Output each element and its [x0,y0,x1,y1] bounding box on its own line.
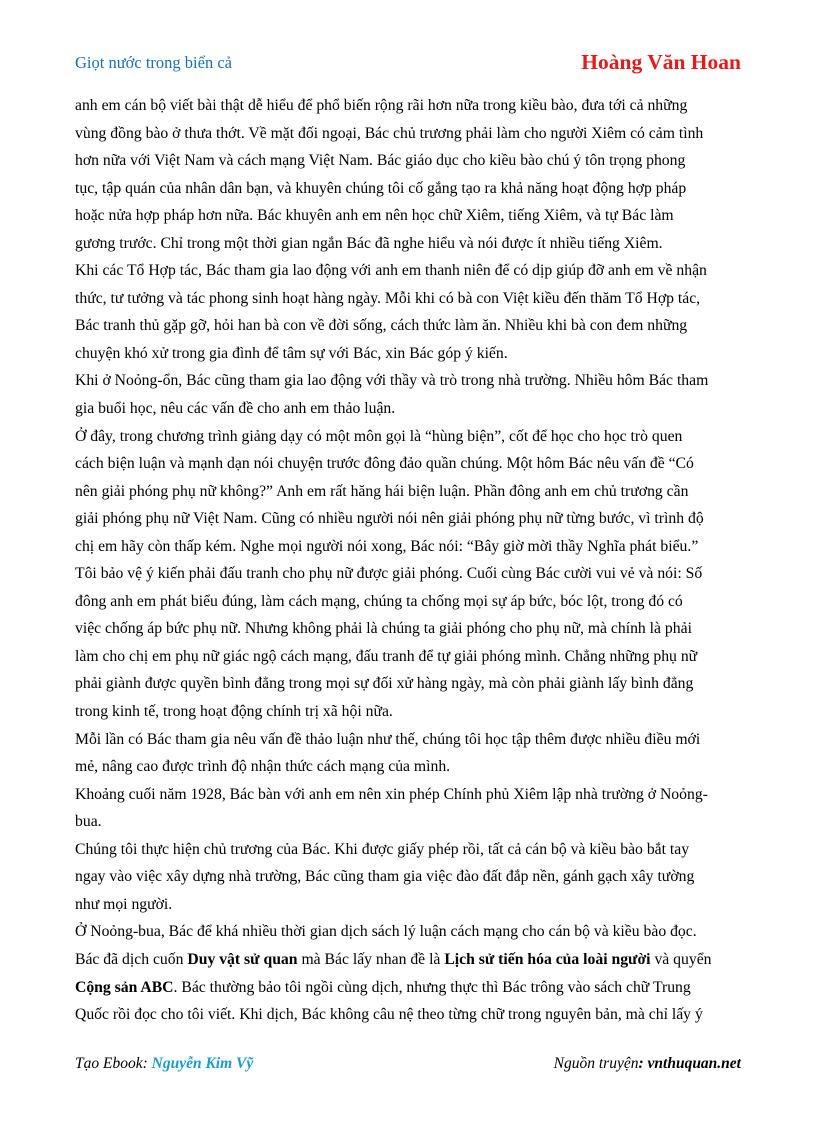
source-label: Nguồn truyện [553,1055,639,1072]
text-line: trong kinh tế, trong hoạt động chính trị xã hội nữa. [75,703,393,721]
text-line: chị em hãy còn thấp kém. Nghe mọi người nói xong, Bác nói: “Bây giờ mời thầy Nghĩa phát biểu.” [75,537,699,555]
text-line: anh em cán bộ viết bài thật dễ hiểu để phổ biến rộng rãi hơn nữa trong kiều bào, đưa tới cả những [75,97,688,114]
text-line: chuyện khó xử trong gia đình để tâm sự với Bác, xin Bác góp ý kiến. [75,344,508,362]
text-line: vùng đồng bào ở thưa thớt. Về mặt đối ngoại, Bác chủ trương phải làm cho người Xiêm có cảm tình [75,124,704,142]
text-line: gia buổi học, nêu các vấn đề cho anh em thảo luận. [75,400,396,418]
text-line: bua. [75,813,102,831]
text-line: Khi ở Noỏng-ổn, Bác cũng tham gia lao động với thầy và trò trong nhà trường. Nhiều hôm Bác tham [75,372,709,390]
text-line: Khoảng cuối năm 1928, Bác bàn với anh em nên xin phép Chính phủ Xiêm lập nhà trường ở Noỏng- [75,785,708,803]
source-sep: : [638,1055,648,1072]
text-line: Quốc rồi đọc cho tôi viết. Khi dịch, Bác không câu nệ theo từng chữ trong nguyên bản, mà chỉ lấy ý [75,1006,703,1024]
book-title: Giọt nước trong biển cả [75,53,232,72]
text-line: như mọi người. [75,895,173,913]
text-line: Tôi bảo vệ ý kiến phải đấu tranh cho phụ nữ được giải phóng. Cuối cùng Bác cười vui vẻ và nói: Số [75,565,703,583]
page-header [75,50,741,74]
text-line: thức, tư tưởng và tác phong sinh hoạt hàng ngày. Mỗi khi có bà con Việt kiều đến thăm Tổ Hợp tác, [75,289,701,307]
text-line: nên giải phóng phụ nữ không?” Anh em rất hăng hái biện luận. Phần đông anh em chủ trương cần [75,482,689,500]
text-line [75,974,745,1002]
text-line: đông anh em phát biểu đúng, làm cách mạng, chúng ta chống mọi sự áp bức, bóc lột, trong đó có [75,592,683,610]
book-title-cong-san-abc: Cộng sản ABC [75,978,174,996]
text-run: và quyển [650,950,712,968]
text-line: Ở đây, trong chương trình giảng dạy có một môn gọi là “hùng biện”, cốt để học cho học trò quen [75,427,683,445]
page-footer [75,1055,741,1077]
source-link[interactable]: vnthuquan.net [647,1055,741,1072]
text-line: giải phóng phụ nữ Việt Nam. Cũng có nhiều người nói nên giải phóng phụ nữ từng bước, vì trình độ [75,510,704,528]
text-line: tục, tập quán của nhân dân bạn, và khuyên chúng tôi cố gắng tạo ra khả năng hoạt động hợp pháp [75,179,687,197]
ebook-sep: : [142,1055,152,1072]
text-line [75,946,745,974]
ebook-label: Tạo Ebook [75,1055,143,1072]
source-credit [554,1055,741,1073]
author-name: Hoàng Văn Hoan [581,50,741,74]
text-line: hoặc nửa hợp pháp hơn nữa. Bác khuyên anh em nên học chữ Xiêm, tiếng Xiêm, và tự Bác làm [75,207,674,225]
book-title-duy-vat-su-quan: Duy vật sử quan [187,950,298,968]
text-run: Bác đã dịch cuốn [75,950,188,968]
ebook-credit [75,1055,253,1073]
text-line: hơn nữa với Việt Nam và cách mạng Việt Nam. Bác giáo dục cho kiều bào chú ý tôn trọng phong [75,152,686,170]
text-line: việc chống áp bức phụ nữ. Nhưng không phải là chúng ta giải phóng cho phụ nữ, mà chính là phải [75,620,692,638]
text-line: làm cho chị em phụ nữ giác ngộ cách mạng, đấu tranh để tự giải phóng mình. Chẳng những phụ nữ [75,647,698,665]
text-line: Ở Noỏng-bua, Bác để khá nhiều thời gian dịch sách lý luận cách mạng cho cán bộ và kiều bào đọc. [75,923,697,941]
text-run: . Bác thường bảo tôi ngồi cùng dịch, nhưng thực thì Bác trông vào sách chữ Trung [173,978,691,996]
text-line: cách biện luận và mạnh dạn nói chuyện trước đông đảo quần chúng. Một hôm Bác nêu vấn đề “Có [75,455,694,473]
text-line: Khi các Tổ Hợp tác, Bác tham gia lao động với anh em thanh niên để có dịp giúp đỡ anh em về nhận [75,262,707,280]
book-title-lich-su-tien-hoa: Lịch sử tiến hóa của loài người [444,950,651,968]
text-line: Mỗi lần có Bác tham gia nêu vấn đề thảo luận như thế, chúng tôi học tập thêm được nhiều điều mới [75,730,701,748]
text-run: mà Bác lấy nhan đề là [297,950,445,968]
text-line: Chúng tôi thực hiện chủ trương của Bác. Khi được giấy phép rồi, tất cả cán bộ và kiều bào bắt tay [75,840,690,858]
text-line: Bác tranh thủ gặp gỡ, hỏi han bà con về đời sống, cách thức làm ăn. Nhiều khi bà con đem những [75,317,688,335]
text-line: gương trước. Chỉ trong một thời gian ngắn Bác đã nghe hiểu và nói được ít nhiều tiếng Xiêm. [75,234,663,252]
text-line: phải giành được quyền bình đẳng trong mọi sự đối xử hàng ngày, mà còn phải giành lấy bình đẳng [75,675,694,693]
text-line: mẻ, nâng cao được trình độ nhận thức cách mạng của mình. [75,758,451,776]
text-line: ngay vào việc xây dựng nhà trường, Bác cũng tham gia việc đào đất đắp nền, gánh gạch xây tường [75,868,695,886]
ebook-creator-name: Nguyễn Kim Vỹ [151,1055,254,1072]
body-text [75,92,745,1029]
